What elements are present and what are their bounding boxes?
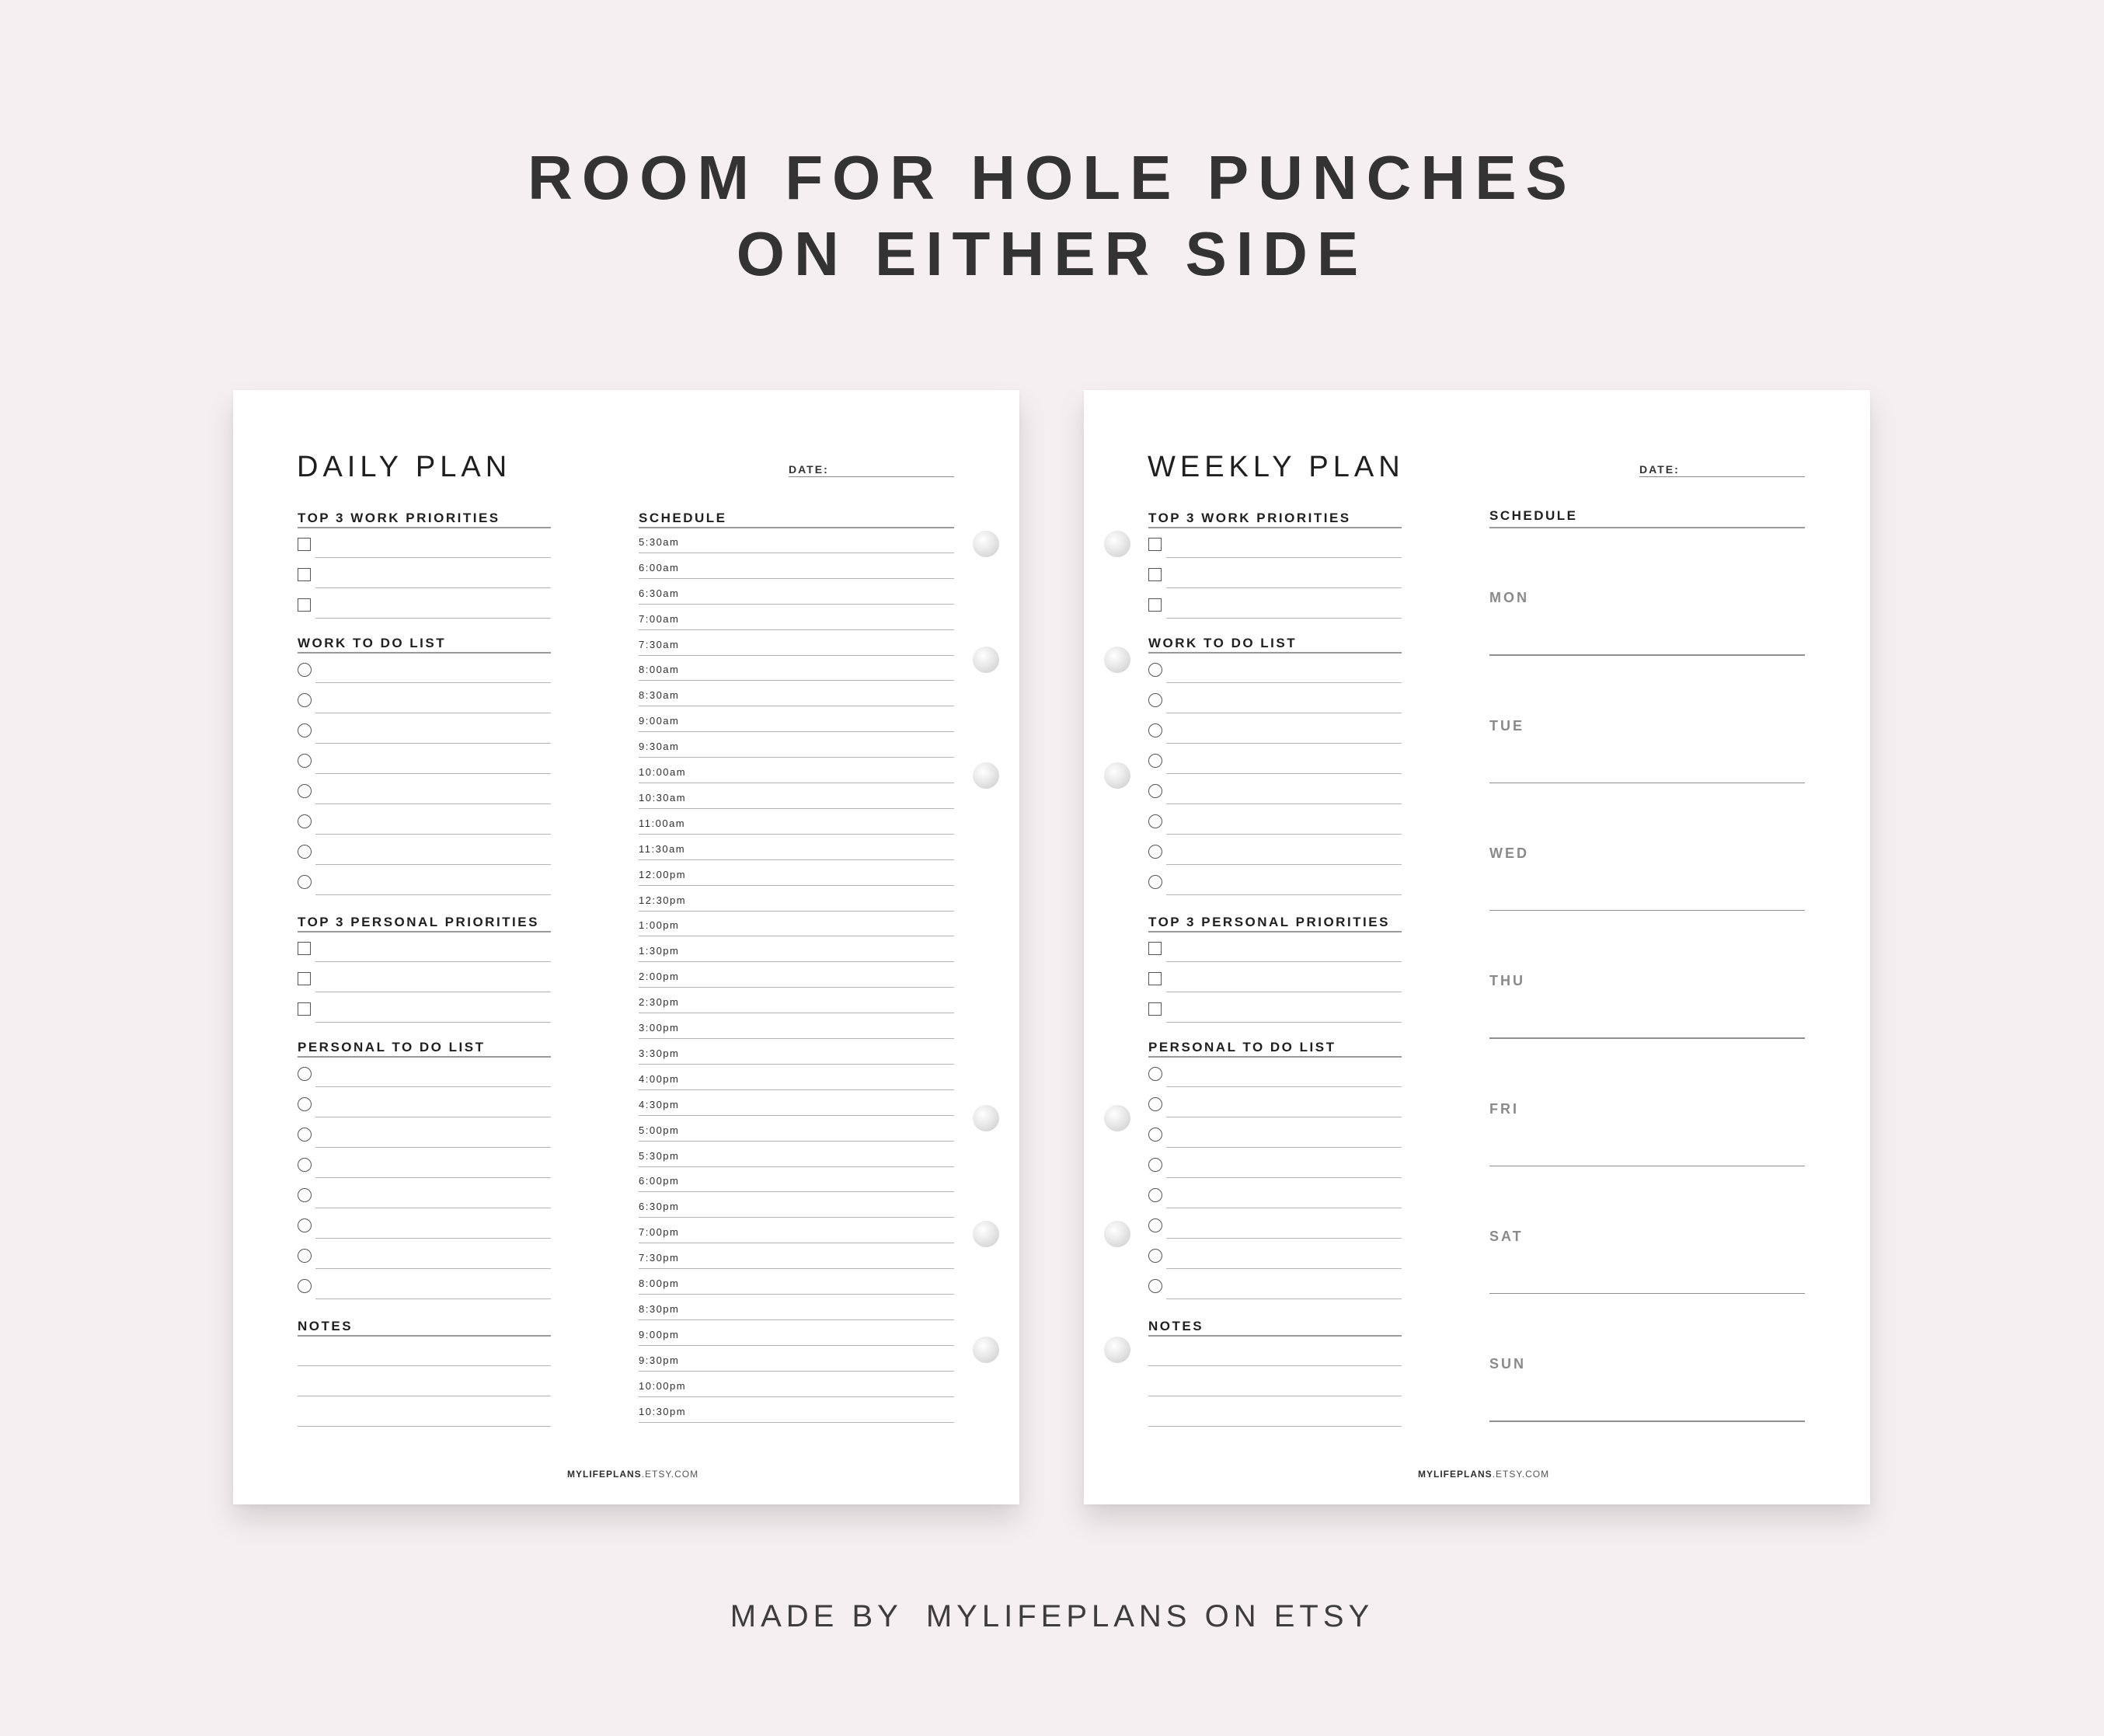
personal-todo-line [1166, 1147, 1402, 1148]
personal-priority-checkbox[interactable] [298, 1002, 311, 1016]
headline-line-1: ROOM FOR HOLE PUNCHES [528, 143, 1576, 212]
date-line [1639, 476, 1805, 477]
schedule-time-line[interactable] [639, 885, 954, 886]
section-title-personal-to-do-list: PERSONAL TO DO LIST [1148, 1040, 1336, 1054]
work-todo-radio-circle[interactable] [1148, 784, 1162, 798]
schedule-time-line[interactable] [639, 1422, 954, 1423]
schedule-time-line[interactable] [639, 731, 954, 732]
work-priority-line [315, 618, 551, 619]
section-rule-personal-to-do-list [298, 1056, 551, 1058]
schedule-time-line[interactable] [639, 1294, 954, 1295]
work-todo-radio-circle[interactable] [298, 784, 312, 798]
personal-todo-radio-circle[interactable] [1148, 1067, 1162, 1081]
schedule-time-label: 10:30pm [639, 1405, 687, 1417]
hole-punch-guide [973, 1337, 999, 1363]
work-todo-line [1166, 743, 1402, 744]
hole-punch-guide [1104, 531, 1130, 557]
weekly-plan-page [1084, 390, 1870, 1504]
section-title-notes: NOTES [1148, 1319, 1204, 1333]
work-todo-line [315, 773, 551, 774]
personal-todo-line [1166, 1177, 1402, 1178]
made-by-text: MADE BY [730, 1599, 903, 1633]
schedule-time-line[interactable] [639, 1089, 954, 1090]
work-todo-line [315, 682, 551, 683]
schedule-time-label: 5:00pm [639, 1124, 680, 1136]
section-title-personal-to-do-list: PERSONAL TO DO LIST [298, 1040, 486, 1054]
personal-todo-radio-circle[interactable] [1148, 1128, 1162, 1142]
hole-punch-guide [973, 762, 999, 789]
notes-line[interactable] [298, 1426, 551, 1427]
section-rule-notes [1148, 1335, 1402, 1337]
schedule-time-line[interactable] [639, 911, 954, 912]
work-todo-radio-circle[interactable] [1148, 875, 1162, 889]
work-todo-line [315, 834, 551, 835]
work-priority-line [315, 557, 551, 558]
personal-priority-line [315, 1022, 551, 1023]
footer-brand: MYLIFEPLANS [567, 1469, 642, 1480]
schedule-day-line[interactable] [1489, 910, 1805, 912]
work-priority-checkbox[interactable] [1148, 568, 1162, 581]
personal-todo-radio-circle[interactable] [1148, 1188, 1162, 1202]
schedule-time-line[interactable] [639, 1191, 954, 1192]
personal-todo-radio-circle[interactable] [298, 1128, 312, 1142]
schedule-time-label: 11:00am [639, 817, 686, 829]
schedule-time-label: 10:00am [639, 766, 687, 778]
schedule-day-line[interactable] [1489, 783, 1805, 784]
work-todo-radio-circle[interactable] [298, 875, 312, 889]
schedule-day-line[interactable] [1489, 1293, 1805, 1295]
schedule-time-line[interactable] [639, 859, 954, 860]
personal-todo-line [1166, 1086, 1402, 1087]
section-title-top-personal-priorities: TOP 3 PERSONAL PRIORITIES [298, 915, 539, 929]
date-line [789, 476, 954, 477]
schedule-time-label: 5:30am [639, 535, 680, 548]
hole-punch-guide [973, 1105, 999, 1131]
schedule-time-line[interactable] [639, 680, 954, 681]
schedule-day-label-sat: SAT [1489, 1228, 1524, 1244]
work-priority-checkbox[interactable] [1148, 538, 1162, 551]
section-title-notes: NOTES [298, 1319, 354, 1333]
footer-credit [0, 1599, 2104, 1634]
work-priority-line [315, 587, 551, 588]
section-title-schedule: SCHEDULE [639, 511, 727, 525]
schedule-time-label: 7:30pm [639, 1252, 680, 1264]
schedule-time-label: 3:30pm [639, 1047, 680, 1059]
schedule-time-label: 8:00pm [639, 1278, 680, 1289]
schedule-time-label: 10:30am [639, 791, 687, 804]
personal-todo-line [1166, 1238, 1402, 1239]
daily-plan-page [233, 390, 1019, 1504]
schedule-time-line[interactable] [639, 1115, 954, 1116]
footer-domain: .ETSY.COM [641, 1469, 699, 1480]
schedule-time-line[interactable] [639, 757, 954, 758]
schedule-day-line[interactable] [1489, 1037, 1805, 1039]
schedule-time-label: 11:30am [639, 842, 686, 855]
schedule-time-line[interactable] [639, 1371, 954, 1372]
schedule-time-line[interactable] [639, 1268, 954, 1269]
schedule-time-line[interactable] [639, 987, 954, 988]
personal-todo-radio-circle[interactable] [298, 1188, 312, 1202]
schedule-time-label: 7:30am [639, 638, 680, 650]
schedule-time-label: 9:00am [639, 715, 680, 727]
schedule-time-line[interactable] [639, 834, 954, 835]
personal-priority-checkbox[interactable] [1148, 972, 1162, 985]
page-footer [567, 1469, 698, 1480]
work-todo-radio-circle[interactable] [298, 723, 312, 737]
schedule-time-line[interactable] [639, 1038, 954, 1039]
schedule-time-label: 6:30am [639, 587, 680, 599]
schedule-time-label: 12:00pm [639, 868, 687, 880]
work-todo-radio-circle[interactable] [298, 693, 312, 707]
personal-todo-radio-circle[interactable] [298, 1158, 312, 1172]
schedule-time-line[interactable] [639, 1396, 954, 1397]
work-todo-radio-circle[interactable] [1148, 814, 1162, 828]
headline [0, 140, 2104, 292]
date-label: DATE: [789, 463, 829, 476]
schedule-time-line[interactable] [639, 655, 954, 656]
schedule-time-label: 9:30pm [639, 1354, 680, 1366]
section-rule-top-personal-priorities [1148, 931, 1402, 932]
page-title: DAILY PLAN [297, 451, 512, 483]
schedule-time-label: 4:00pm [639, 1072, 680, 1085]
schedule-time-label: 6:00pm [639, 1175, 680, 1187]
notes-line[interactable] [298, 1365, 551, 1366]
personal-todo-radio-circle[interactable] [1148, 1218, 1162, 1232]
footer-domain: .ETSY.COM [1492, 1469, 1550, 1480]
personal-priority-line [1166, 1022, 1402, 1023]
work-priority-checkbox[interactable] [1148, 598, 1162, 612]
personal-todo-line [315, 1086, 551, 1087]
personal-todo-radio-circle[interactable] [1148, 1249, 1162, 1263]
work-priority-line [1166, 587, 1402, 588]
schedule-time-label: 8:30pm [639, 1302, 680, 1315]
schedule-time-label: 12:30pm [639, 894, 687, 906]
personal-priority-line [1166, 961, 1402, 962]
personal-todo-radio-circle[interactable] [1148, 1097, 1162, 1111]
schedule-day-line[interactable] [1489, 1421, 1805, 1422]
work-todo-line [1166, 773, 1402, 774]
section-rule-schedule [1489, 527, 1805, 528]
schedule-day-label-sun: SUN [1489, 1356, 1527, 1372]
work-priority-checkbox[interactable] [298, 568, 311, 581]
work-todo-radio-circle[interactable] [298, 814, 312, 828]
hole-punch-guide [1104, 1105, 1130, 1131]
section-rule-top-personal-priorities [298, 931, 551, 932]
section-rule-top-work-priorities [298, 527, 551, 528]
personal-todo-line [1166, 1268, 1402, 1269]
schedule-day-label-thu: THU [1489, 973, 1525, 989]
section-title-top-work-priorities: TOP 3 WORK PRIORITIES [1148, 511, 1351, 525]
schedule-time-line[interactable] [639, 961, 954, 962]
work-todo-line [1166, 834, 1402, 835]
schedule-time-line[interactable] [639, 808, 954, 809]
hole-punch-guide [1104, 1221, 1130, 1247]
schedule-day-line[interactable] [1489, 1166, 1805, 1167]
hole-punch-guide [973, 1221, 999, 1247]
section-rule-schedule [639, 527, 954, 528]
schedule-time-line[interactable] [639, 1319, 954, 1320]
schedule-time-label: 4:30pm [639, 1098, 680, 1110]
work-priority-checkbox[interactable] [298, 598, 311, 612]
work-todo-line [315, 894, 551, 895]
personal-todo-line [315, 1147, 551, 1148]
hole-punch-guide [973, 531, 999, 557]
schedule-time-label: 7:00pm [639, 1226, 680, 1239]
brand-text: MYLIFEPLANS ON ETSY [925, 1599, 1374, 1633]
section-title-work-to-do-list: WORK TO DO LIST [1148, 636, 1298, 650]
work-todo-line [1166, 682, 1402, 683]
page-title: WEEKLY PLAN [1148, 451, 1405, 483]
schedule-time-line[interactable] [639, 1166, 954, 1167]
work-todo-radio-circle[interactable] [1148, 754, 1162, 768]
work-todo-line [315, 743, 551, 744]
work-todo-radio-circle[interactable] [1148, 723, 1162, 737]
schedule-time-label: 9:00pm [639, 1328, 680, 1340]
schedule-time-line[interactable] [639, 1141, 954, 1142]
personal-todo-radio-circle[interactable] [298, 1218, 312, 1232]
schedule-day-label-mon: MON [1489, 590, 1529, 606]
personal-todo-radio-circle[interactable] [1148, 1279, 1162, 1293]
schedule-time-label: 8:30am [639, 689, 680, 702]
section-rule-top-work-priorities [1148, 527, 1402, 528]
work-todo-radio-circle[interactable] [1148, 693, 1162, 707]
schedule-day-label-wed: WED [1489, 845, 1529, 861]
headline-line-2: ON EITHER SIDE [736, 219, 1368, 288]
schedule-time-label: 10:00pm [639, 1379, 687, 1392]
footer-brand: MYLIFEPLANS [1418, 1469, 1493, 1480]
personal-todo-radio-circle[interactable] [298, 1097, 312, 1111]
page-footer [1418, 1469, 1549, 1480]
section-rule-work-to-do-list [1148, 652, 1402, 654]
schedule-time-label: 6:30pm [639, 1201, 680, 1213]
section-rule-work-to-do-list [298, 652, 551, 654]
schedule-time-label: 9:30am [639, 741, 680, 753]
schedule-time-label: 2:00pm [639, 971, 680, 983]
work-todo-line [1166, 864, 1402, 865]
personal-priority-checkbox[interactable] [1148, 1002, 1162, 1016]
personal-todo-radio-circle[interactable] [298, 1249, 312, 1263]
personal-priority-checkbox[interactable] [1148, 942, 1162, 955]
schedule-time-label: 2:30pm [639, 996, 680, 1009]
section-title-work-to-do-list: WORK TO DO LIST [298, 636, 447, 650]
schedule-time-line[interactable] [639, 578, 954, 579]
work-priority-line [1166, 557, 1402, 558]
schedule-time-label: 3:00pm [639, 1022, 680, 1034]
work-todo-radio-circle[interactable] [298, 754, 312, 768]
work-todo-radio-circle[interactable] [1148, 845, 1162, 859]
schedule-time-label: 1:00pm [639, 919, 680, 932]
schedule-day-line[interactable] [1489, 654, 1805, 656]
schedule-time-label: 1:30pm [639, 945, 680, 957]
schedule-time-line[interactable] [639, 629, 954, 630]
hole-punch-guide [1104, 762, 1130, 789]
schedule-time-line[interactable] [639, 1064, 954, 1065]
personal-priority-line [315, 961, 551, 962]
work-todo-line [315, 864, 551, 865]
schedule-time-label: 5:30pm [639, 1149, 680, 1162]
work-todo-radio-circle[interactable] [298, 663, 312, 677]
hole-punch-guide [1104, 647, 1130, 673]
work-todo-radio-circle[interactable] [1148, 663, 1162, 677]
schedule-time-label: 6:00am [639, 561, 680, 573]
personal-priority-checkbox[interactable] [298, 942, 311, 955]
work-priority-line [1166, 618, 1402, 619]
section-title-schedule: SCHEDULE [1489, 508, 1578, 523]
personal-todo-radio-circle[interactable] [1148, 1158, 1162, 1172]
section-rule-notes [298, 1335, 551, 1337]
hole-punch-guide [1104, 1337, 1130, 1363]
schedule-time-label: 7:00am [639, 612, 680, 625]
section-title-top-personal-priorities: TOP 3 PERSONAL PRIORITIES [1148, 915, 1390, 929]
work-todo-line [1166, 894, 1402, 895]
personal-todo-line [315, 1177, 551, 1178]
work-priority-checkbox[interactable] [298, 538, 311, 551]
schedule-time-line[interactable] [639, 1345, 954, 1346]
section-rule-personal-to-do-list [1148, 1056, 1402, 1058]
personal-todo-radio-circle[interactable] [298, 1279, 312, 1293]
personal-todo-line [315, 1238, 551, 1239]
personal-priority-checkbox[interactable] [298, 972, 311, 985]
schedule-day-label-fri: FRI [1489, 1100, 1519, 1117]
date-label: DATE: [1639, 463, 1680, 476]
hole-punch-guide [973, 647, 999, 673]
notes-line[interactable] [1148, 1426, 1402, 1427]
work-todo-radio-circle[interactable] [298, 845, 312, 859]
schedule-time-label: 8:00am [639, 664, 680, 676]
personal-todo-line [315, 1268, 551, 1269]
personal-todo-radio-circle[interactable] [298, 1067, 312, 1081]
schedule-day-label-tue: TUE [1489, 717, 1524, 734]
schedule-time-line[interactable] [639, 604, 954, 605]
section-title-top-work-priorities: TOP 3 WORK PRIORITIES [298, 511, 500, 525]
notes-line[interactable] [1148, 1365, 1402, 1366]
schedule-time-line[interactable] [639, 1217, 954, 1218]
